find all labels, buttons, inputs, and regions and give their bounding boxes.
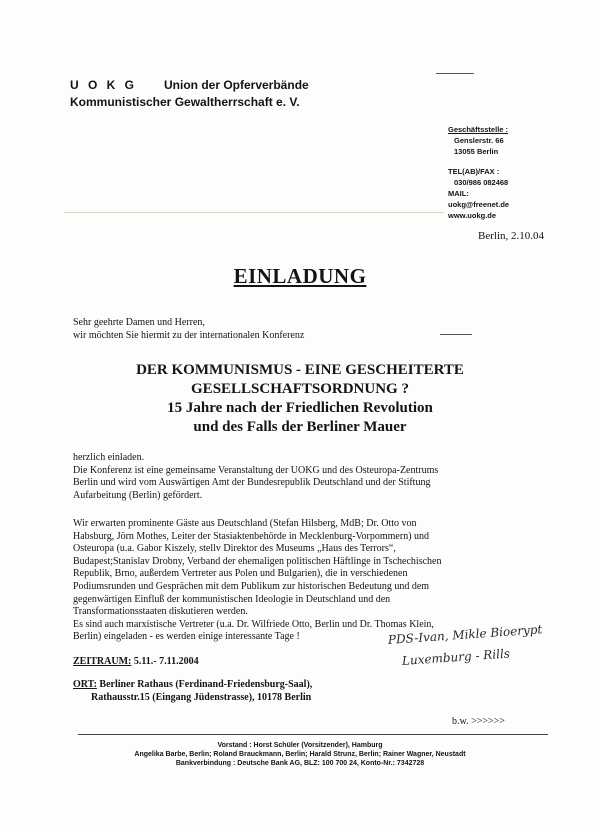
footer-board: Vorstand : Horst Schüler (Vorsitzender), Hamburg: [217, 742, 383, 749]
office-label: Geschäftsstelle :: [448, 125, 509, 134]
office-city: 13055 Berlin: [454, 147, 499, 156]
org-name-line2: Kommunistischer Gewaltherrschaft e. V.: [70, 95, 300, 109]
text-line: Aufarbeitung (Berlin) gefördert.: [73, 489, 203, 501]
org-abbreviation: U O K G: [70, 78, 138, 92]
scan-speck: [440, 334, 472, 335]
website: www.uokg.de: [448, 211, 497, 220]
footer-members: Angelika Barbe, Berlin; Roland Brauckmann, Berlin; Harald Strunz, Berlin; Rainer Wagner, Neustadt: [134, 751, 466, 758]
salutation: [73, 316, 304, 342]
text-line: Wir erwarten prominente Gäste aus Deutschland (Stefan Hilsberg, MdB; Dr. Otto von: [73, 518, 417, 529]
text-line: Osteuropa (u.a. Gabor Kiszely, stellv Direktor des Museums „Haus des Terrors“,: [73, 543, 396, 555]
text-line: Die Konferenz ist eine gemeinsame Veranstaltung der UOKG und des Osteuropa-Zentrums: [73, 464, 439, 476]
text-line: gegenwärtigen Einfluß der kommunistischen Ideologie in Deutschland und den: [73, 593, 391, 605]
text-line: Es sind auch marxistische Vertreter (u.a. Dr. Wilfriede Otto, Berlin und Dr. Thomas Klein,: [73, 618, 434, 630]
text-line: Transformationsstaaten diskutieren werden.: [73, 606, 248, 618]
org-name-line1: Union der Opferverbände: [164, 78, 309, 92]
paragraph-invitation: [73, 452, 573, 502]
footer-divider: [78, 734, 548, 735]
office-street: Genslerstr. 66: [454, 136, 504, 145]
zeitraum-row: [73, 656, 199, 667]
scan-speck: [436, 73, 474, 74]
fold-line: [64, 212, 444, 213]
text-line: Budapest;Stanislav Drobny, Verband der ehemaligen politischen Häftlinge in Tschechischen: [73, 555, 442, 567]
text-line: Republik, Brno, außerdem Vertreter aus Polen und Bulgarien), die in verschiedenen: [73, 568, 408, 580]
text-line: Berlin und wird vom Auswärtigen Amt der Bundesrepublik Deutschland und der Stiftung: [73, 477, 431, 489]
mail-label: MAIL:: [448, 189, 469, 198]
handwritten-note-line1: PDS-Ivan, Mikle Bioerypt: [387, 622, 543, 647]
ort-block: [73, 678, 312, 704]
letter-date: Berlin, 2.10.04: [478, 230, 544, 242]
conference-heading: [0, 361, 600, 437]
salutation-line: Sehr geehrte Damen und Herren,: [73, 317, 205, 328]
salutation-line: wir möchten Sie hiermit zu der internationalen Konferenz: [73, 330, 305, 341]
phone-number: 030/986 082468: [454, 178, 509, 187]
footer-bank: Bankverbindung : Deutsche Bank AG, BLZ: 100 700 24, Konto-Nr.: 7342728: [175, 760, 425, 767]
heading-line: DER KOMMUNISMUS - EINE GESCHEITERTE: [136, 362, 464, 378]
contact-block: [448, 124, 588, 221]
ort-label: ORT:: [73, 679, 97, 690]
text-line: herzlich einladen.: [73, 452, 145, 463]
email-address: uokg@freenet.de: [448, 200, 510, 209]
handwritten-note-line2: Luxemburg - Rills: [401, 646, 511, 668]
heading-line: und des Falls der Berliner Mauer: [193, 419, 407, 435]
zeitraum-value: 5.11.- 7.11.2004: [133, 656, 199, 667]
zeitraum-label: ZEITRAUM:: [73, 656, 132, 667]
footer: [0, 741, 600, 768]
text-line: Berlin) eingeladen - es werden einige interessante Tage !: [73, 631, 300, 643]
document-title: EINLADUNG: [233, 264, 367, 288]
text-line: Habsburg, Jörn Mothes, Leiter der Stasiaktenbehörde in Mecklenburg-Vorpommern) und: [73, 530, 430, 542]
continued-marker: b.w. >>>>>>: [452, 716, 505, 727]
text-line: Podiumsrunden und Gesprächen mit dem Publikum zur historischen Bedeutung und dem: [73, 580, 430, 592]
ort-value: Berliner Rathaus (Ferdinand-Friedensburg-Saal),: [99, 679, 313, 690]
heading-line: GESELLSCHAFTSORDNUNG ?: [191, 381, 409, 397]
ort-address: Rathausstr.15 (Eingang Jüdenstrasse), 10178 Berlin: [91, 692, 312, 703]
phone-label: TEL(AB)/FAX :: [448, 167, 500, 176]
heading-line: 15 Jahre nach der Friedlichen Revolution: [167, 400, 433, 416]
